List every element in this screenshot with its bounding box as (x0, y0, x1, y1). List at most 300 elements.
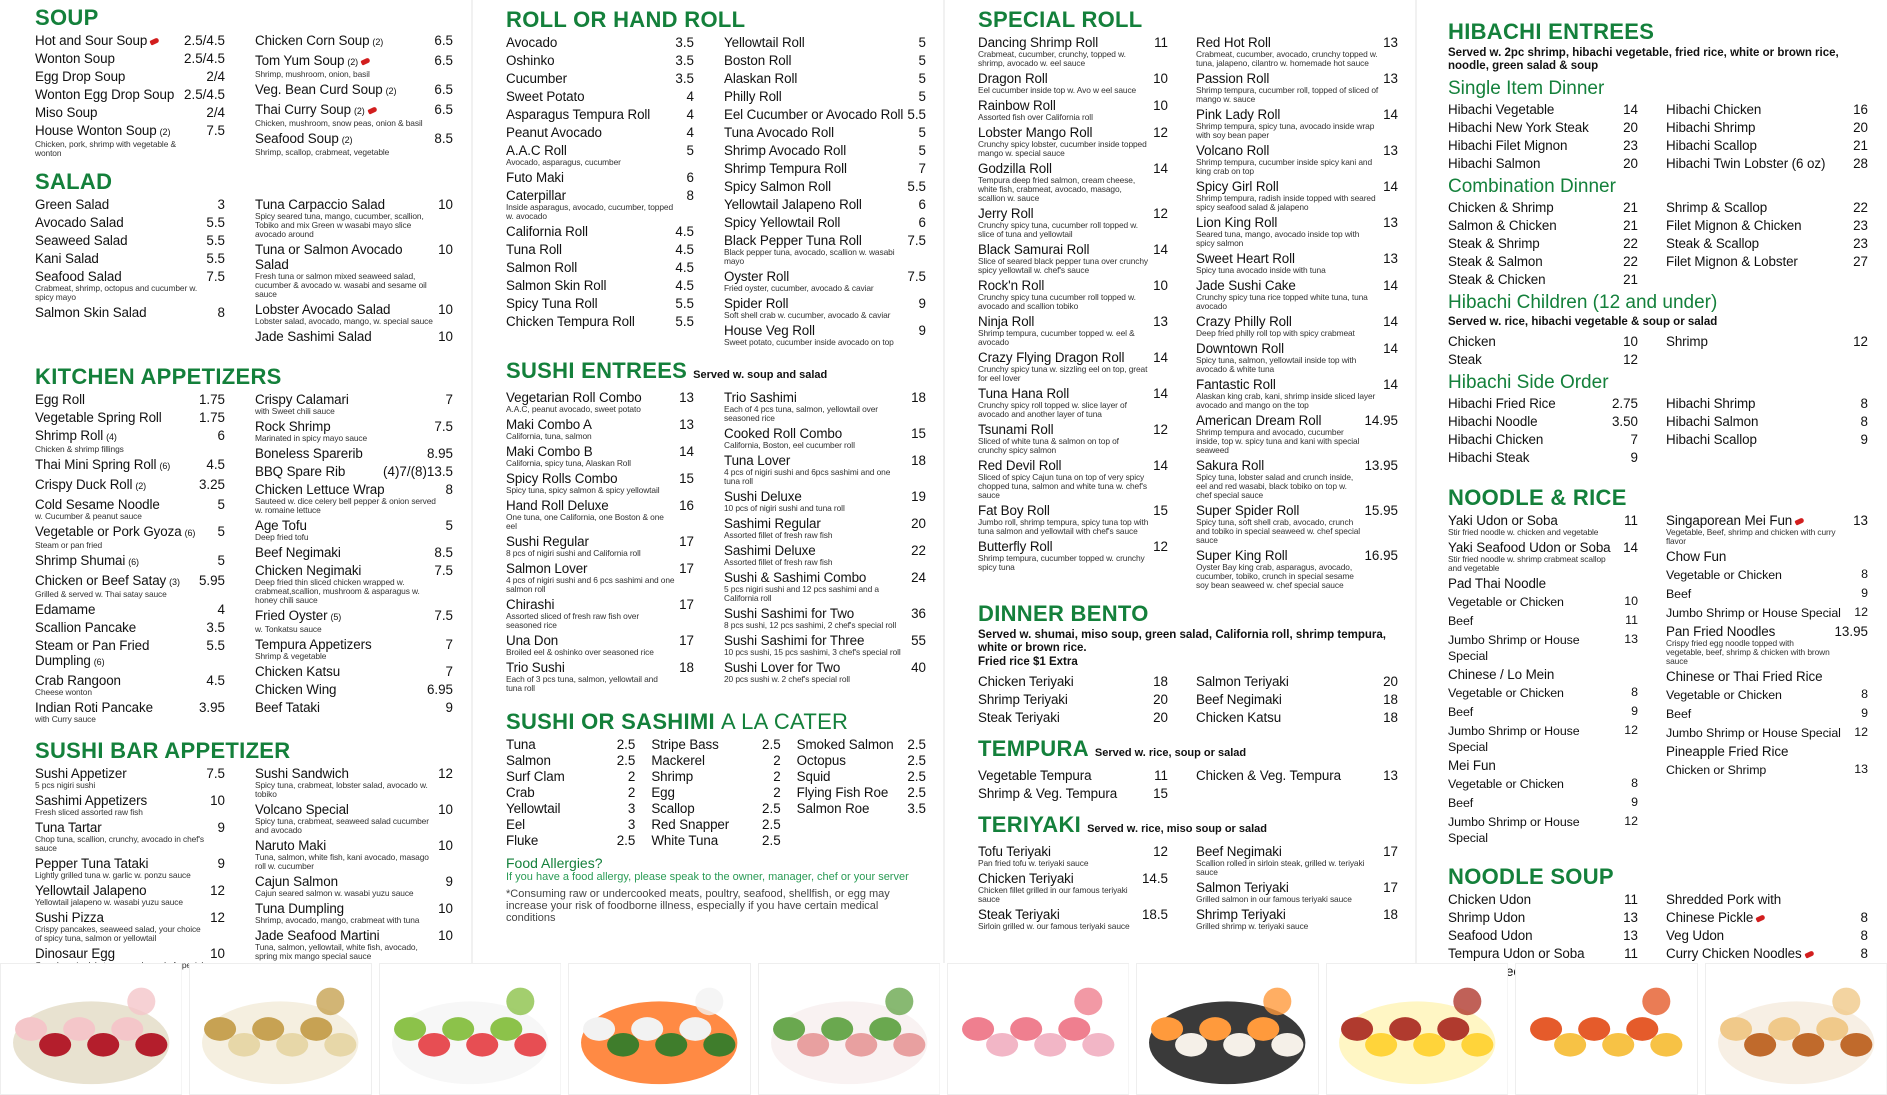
jumbo-shrimp-dish-photo (1515, 963, 1697, 1095)
menu-item (651, 833, 780, 848)
menu-item (1196, 143, 1398, 176)
menu-item-name (1196, 377, 1379, 410)
menu-item (1196, 341, 1398, 374)
hibachi-served-note: Served w. 2pc shrimp, hibachi vegetable, fried rice, white or brown rice, noodle, green salad & soup (1448, 47, 1839, 72)
section-title-text: HIBACHI ENTREES (1448, 19, 1655, 44)
menu-item (255, 563, 453, 605)
item-piece-count: (2) (372, 37, 384, 47)
item-name-text: Sushi Sashimi for Two (724, 606, 855, 621)
item-name-text: Super Spider Roll (1196, 503, 1300, 518)
menu-item (1666, 910, 1868, 925)
noodle-soup-heading (1448, 865, 1868, 889)
menu-item (255, 637, 453, 661)
menu-item-name (724, 89, 915, 104)
menu-item-price: 12 (210, 910, 225, 925)
menu-item (1196, 880, 1398, 904)
menu-item-price: 4.5 (675, 242, 694, 257)
item-name-text: Avocado Salad (35, 215, 124, 230)
menu-item-description: 4 pcs of nigiri sushi and 6pcs sashimi and one tuna roll (724, 467, 891, 486)
item-name-text: Vegetarian Roll Combo (506, 390, 642, 405)
menu-item-name (797, 785, 904, 800)
menu-item-description: Assorted fillet of fresh raw fish (724, 530, 833, 540)
item-name-text: Shrimp Teriyaki (978, 692, 1068, 707)
sushi-entrees-section (506, 359, 926, 696)
menu-item-price: 14 (1153, 458, 1168, 473)
item-name-text: Beef Negimaki (1196, 844, 1282, 859)
menu-item-price: 15 (1153, 503, 1168, 518)
section-title-text: SUSHI OR SASHIMI (506, 709, 715, 734)
menu-item-price: 12 (1624, 723, 1638, 737)
soup-heading (35, 6, 453, 30)
item-name-text: Thai Mini Spring Roll (35, 457, 157, 472)
menu-item-name (978, 350, 1149, 383)
item-piece-count: (6) (128, 557, 139, 567)
menu-item-name (35, 69, 202, 84)
item-name-text: Filet Mignon & Chicken (1666, 218, 1802, 233)
menu-item (1448, 723, 1638, 755)
item-name-text: Tuna Lover (724, 453, 791, 468)
two-column-list (1448, 513, 1868, 849)
menu-item-description: Crunchy spicy tuna w. sizzling eel on top, great for eel lover (978, 364, 1148, 383)
menu-item-name (255, 901, 434, 925)
menu-item (35, 392, 225, 407)
menu-item (506, 769, 635, 784)
section-title-thin: A LA CATER (720, 709, 849, 734)
item-name-text: Spicy Salmon Roll (724, 179, 831, 194)
item-name-text: Super King Roll (1196, 548, 1288, 563)
a-la-carte-section (506, 710, 926, 924)
menu-item-description: Tuna, salmon, white fish, kani avocado, masago roll w. cucumber (255, 852, 429, 871)
menu-item-description: Lobster salad, avocado, mango, w. special sauce (255, 316, 433, 326)
item-name-text: Steak & Scallop (1666, 236, 1760, 251)
item-name-text: Beef (1448, 614, 1474, 628)
menu-item-description: Broiled eel & oshinko over seasoned rice (506, 647, 654, 657)
menu-item-name (506, 296, 671, 311)
item-name-text: Hibachi Scallop (1666, 432, 1757, 447)
menu-item-price: 1.75 (198, 410, 225, 425)
item-name-text: Jumbo Shrimp or House Special (1448, 724, 1580, 754)
menu-item-name (506, 597, 675, 630)
sushi-roll-on-leaf-photo (568, 963, 750, 1095)
menu-item (651, 769, 780, 784)
menu-item-price: 23 (1623, 138, 1638, 153)
roll-section (506, 8, 926, 350)
menu-item (978, 786, 1168, 801)
menu-item (978, 71, 1168, 95)
item-name-text: Red Devil Roll (978, 458, 1062, 473)
tempura-section (978, 737, 1398, 804)
two-column-list (1448, 396, 1868, 468)
menu-item-name (724, 570, 907, 603)
menu-item-name (978, 786, 1149, 801)
two-column-list (1448, 200, 1868, 290)
menu-item (724, 570, 926, 603)
item-name-text: Jade Sashimi Salad (255, 329, 372, 344)
a-la-carte-column (651, 737, 780, 849)
menu-item (1448, 396, 1638, 411)
menu-item (1448, 156, 1638, 171)
menu-item (724, 107, 926, 122)
menu-item (724, 269, 926, 293)
item-name-text: Chicken Tempura Roll (506, 314, 635, 329)
menu-item-price: 14 (1383, 377, 1398, 392)
menu-item-name (1448, 576, 1634, 591)
menu-item (1196, 71, 1398, 104)
item-name-text: Jade Sushi Cake (1196, 278, 1296, 293)
menu-item-price: 13 (1853, 513, 1868, 528)
item-name-text: Tuna Hana Roll (978, 386, 1070, 401)
menu-item (724, 453, 926, 486)
menu-item (255, 446, 453, 461)
item-name-text: Chinese Pickle (1666, 910, 1754, 925)
section-title-text: SALAD (35, 169, 113, 194)
menu-item-price: 13 (1153, 314, 1168, 329)
item-name-text: Hibachi Salmon (1448, 156, 1541, 171)
menu-item-name (1196, 314, 1379, 338)
item-name-text: Vegetable or Chicken (1448, 777, 1564, 791)
menu-item (1196, 844, 1398, 877)
two-column-list (506, 35, 926, 350)
menu-item-price: 4 (217, 602, 225, 617)
item-piece-count: (6) (93, 657, 105, 667)
item-piece-count: (2) (385, 86, 397, 96)
item-name-text: Sushi Deluxe (724, 489, 802, 504)
menu-item-description: Spicy tuna, soft shell crab, avocado, crunch and tobiko in special seaweed w. chef special sauce (1196, 517, 1361, 545)
menu-item-description: Steam or pan fried (35, 540, 103, 550)
menu-item-name (724, 633, 907, 657)
menu-item-name (1448, 450, 1627, 465)
menu-item-price: 13 (1383, 215, 1398, 230)
menu-item-price: 5.5 (206, 215, 225, 230)
menu-item (506, 534, 694, 558)
menu-item (506, 125, 694, 140)
menu-item (506, 471, 694, 495)
menu-item-name (1666, 725, 1850, 741)
fold-line (471, 0, 473, 963)
menu-item-price: 14 (1383, 179, 1398, 194)
menu-item-price: 23 (1853, 218, 1868, 233)
menu-item (724, 390, 926, 423)
list-column-right (1666, 334, 1868, 370)
menu-item (35, 673, 225, 697)
item-name-text: Sashimi Appetizers (35, 793, 148, 808)
item-name-text: Seafood Udon (1448, 928, 1533, 943)
item-name-text: Sushi Pizza (35, 910, 104, 925)
item-name-text: Wonton Egg Drop Soup (35, 87, 175, 102)
menu-item-price: 2.5 (762, 817, 781, 832)
item-name-text: Chicken Lettuce Wrap (255, 482, 385, 497)
menu-item (506, 390, 694, 414)
menu-item-name (255, 608, 430, 634)
menu-item-name (35, 820, 214, 853)
a-la-carte-column (797, 737, 926, 849)
menu-item-name (1196, 107, 1379, 140)
item-name-text: Hibachi Chicken (1448, 432, 1544, 447)
item-name-text: Steam or Pan Fried Dumpling (35, 638, 150, 668)
menu-item-price: 10 (210, 946, 225, 961)
menu-item-price: 22 (1853, 200, 1868, 215)
hibachi-side-order-heading: Hibachi Side Order (1448, 372, 1609, 393)
item-name-text: Chicken Corn Soup (255, 33, 370, 48)
menu-item-name (255, 928, 434, 961)
menu-item (1196, 179, 1398, 212)
menu-item-price: 9 (918, 296, 926, 311)
menu-item-name (1448, 102, 1619, 117)
menu-item (1666, 236, 1868, 251)
item-name-text: Sushi & Sashimi Combo (724, 570, 867, 585)
menu-item-name (978, 539, 1149, 572)
item-name-text: Caterpillar (506, 188, 566, 203)
item-name-text: Steak Teriyaki (978, 907, 1060, 922)
menu-item (1448, 814, 1638, 846)
menu-item (35, 910, 225, 943)
menu-item-description: 10 pcs sushi, 15 pcs sashimi, 3 chef's special roll (724, 647, 901, 657)
item-name-text: Godzilla Roll (978, 161, 1052, 176)
roll-heading (506, 8, 926, 32)
menu-item-name (1448, 432, 1627, 447)
item-name-text: Tempura Appetizers (255, 637, 372, 652)
menu-item-description: 20 pcs sushi w. 2 chef's special roll (724, 674, 850, 684)
menu-item-name (506, 278, 671, 293)
menu-item-name (506, 737, 613, 752)
menu-item-name (255, 874, 442, 898)
menu-item (1666, 334, 1868, 349)
menu-item-price: 16 (679, 498, 694, 513)
menu-item-name (1196, 880, 1379, 904)
menu-item-name (724, 107, 903, 122)
hibachi-section (1448, 20, 1868, 468)
sushi-roll-yellow-plate-photo (1326, 963, 1508, 1095)
menu-item-price: 13 (1383, 71, 1398, 86)
menu-item (506, 314, 694, 329)
menu-item (506, 224, 694, 239)
list-column-left (1448, 200, 1638, 290)
menu-item-description: Shrimp tempura, spicy tuna, avocado inside wrap with soy bean paper (1196, 121, 1375, 140)
item-name-text: Shredded Pork with (1666, 892, 1782, 907)
item-name-text: Cajun Salmon (255, 874, 338, 889)
noodle-rice-heading (1448, 486, 1868, 510)
item-name-text: Vegetable or Chicken (1448, 595, 1564, 609)
list-column-right (255, 766, 453, 982)
menu-item-name (1196, 768, 1379, 783)
menu-item (255, 482, 453, 515)
menu-item-name (35, 883, 206, 907)
menu-item-price: 5.5 (675, 314, 694, 329)
menu-item-price: 3.95 (198, 700, 225, 715)
item-name-text: Yellowtail Roll (724, 35, 805, 50)
menu-item-price: 28 (1853, 156, 1868, 171)
menu-item-price: 8 (1861, 567, 1868, 581)
menu-item (797, 737, 926, 752)
menu-item-description: Marinated in spicy mayo sauce (255, 433, 368, 443)
mixed-sushi-plate-photo (1136, 963, 1318, 1095)
a-la-carte-column (506, 737, 635, 849)
menu-item-price: 10 (210, 793, 225, 808)
item-name-text: Chicken & Shrimp (1448, 200, 1554, 215)
food-photo-graphic (948, 964, 1128, 1094)
noodle-rice-section (1448, 486, 1868, 849)
menu-item-name (1666, 334, 1849, 349)
menu-item-price: 9 (445, 700, 453, 715)
section-title-text: TERIYAKI (978, 812, 1082, 837)
item-name-text: House Veg Roll (724, 323, 815, 338)
menu-item-name (978, 768, 1150, 783)
menu-item-name (724, 125, 915, 140)
list-column-right (255, 197, 453, 347)
hibachi-heading (1448, 20, 1868, 44)
menu-item (1448, 776, 1638, 792)
two-column-list (35, 766, 453, 982)
menu-item-name (506, 224, 671, 239)
menu-item-price: 8 (445, 482, 453, 497)
kitchen-appetizers-section (35, 365, 453, 727)
menu-item (255, 664, 453, 679)
dinner-bento-section (978, 602, 1398, 728)
menu-item (724, 197, 926, 212)
menu-item-price: 13 (679, 390, 694, 405)
menu-item-name (1448, 910, 1619, 925)
menu-item-price: 2.5 (616, 833, 636, 848)
menu-item-name (1196, 548, 1360, 590)
menu-item (724, 660, 926, 684)
menu-item-name (1196, 710, 1379, 725)
menu-item-price: 16 (1853, 102, 1868, 117)
menu-item (35, 87, 225, 102)
menu-item (35, 766, 225, 790)
item-name-text: Hand Roll Deluxe (506, 498, 609, 513)
menu-item-name (506, 471, 675, 495)
menu-item (1666, 567, 1868, 583)
a-la-carte-heading (506, 710, 926, 734)
item-name-text: Dinosaur Egg (35, 946, 115, 961)
menu-item-price: 10 (1153, 71, 1168, 86)
item-name-text: Sweet Heart Roll (1196, 251, 1295, 266)
item-name-text: Tuna Tartar (35, 820, 102, 835)
menu-item-price: 14 (1623, 102, 1638, 117)
item-name-text: Asparagus Tempura Roll (506, 107, 651, 122)
menu-item (255, 33, 453, 50)
menu-item (506, 785, 635, 800)
item-name-text: American Dream Roll (1196, 413, 1322, 428)
list-column-left (1448, 513, 1638, 849)
menu-item (255, 838, 453, 871)
menu-item-price: 2 (627, 785, 636, 800)
list-column-right (1666, 513, 1868, 849)
menu-item-name (1448, 632, 1620, 664)
menu-item (1448, 795, 1638, 811)
menu-item-description: Lightly grilled tuna w. garlic w. ponzu sauce (35, 870, 191, 880)
item-name-text: Shrimp & Veg. Tempura (978, 786, 1118, 801)
menu-item (978, 314, 1168, 347)
item-name-text: Beef Negimaki (255, 545, 341, 560)
menu-item-price: 6 (918, 215, 926, 230)
menu-item-name (1666, 744, 1864, 759)
menu-item-price: 7.5 (434, 419, 453, 434)
menu-item-name (1448, 723, 1620, 755)
menu-item-price: 18 (911, 453, 926, 468)
item-name-text: Sashimi Deluxe (724, 543, 816, 558)
menu-item-price: 8 (1861, 687, 1868, 701)
menu-item-name (35, 105, 202, 120)
menu-item (255, 392, 453, 416)
item-name-text: Chicken Negimaki (255, 563, 362, 578)
menu-item-description: Grilled salmon in our famous teriyaki sauce (1196, 894, 1352, 904)
menu-item-name (35, 497, 214, 521)
menu-item-price: 5 (918, 89, 926, 104)
fold-line (943, 0, 945, 963)
item-piece-count: (6) (159, 461, 171, 471)
item-name-text: Hibachi Chicken (1666, 102, 1762, 117)
menu-item-price: 2 (773, 753, 781, 768)
sushi-bar-appetizer-section (35, 739, 453, 982)
menu-item-name (255, 419, 430, 443)
menu-item-price: 10 (438, 838, 453, 853)
menu-item-name (255, 766, 434, 799)
menu-item-name (978, 674, 1149, 689)
menu-item-price: 13.95 (1834, 624, 1868, 639)
menu-item-price: 9 (1631, 704, 1638, 718)
menu-item-price: 18 (1383, 692, 1398, 707)
item-name-text: Tuna Carpaccio Salad (255, 197, 385, 212)
menu-item-price: 5.95 (198, 573, 225, 588)
item-name-text: Boston Roll (724, 53, 792, 68)
menu-item-description: Assorted fish over California roll (978, 112, 1093, 122)
menu-item-price: 14 (1383, 278, 1398, 293)
menu-item-price: 3.5 (206, 620, 225, 635)
menu-item-description: Sirloin grilled w. our famous teriyaki sauce (978, 921, 1130, 931)
menu-item-description: Spicy tuna, crabmeat, seaweed salad cucumber and avocado (255, 816, 429, 835)
food-photo-graphic (1706, 964, 1886, 1094)
menu-item-description: Pan fried tofu w. teriyaki sauce (978, 858, 1089, 868)
menu-item-price: 3.50 (1611, 414, 1638, 429)
menu-item-description: Shrimp, avocado, mango, crabmeat with tuna (255, 915, 420, 925)
item-name-text: Alaskan Roll (724, 71, 798, 86)
menu-item-price: 2.5/4.5 (184, 87, 225, 102)
menu-item (35, 105, 225, 120)
menu-item-description: 4 pcs of nigiri sushi and 6 pcs sashimi and one salmon roll (506, 575, 675, 594)
menu-item (506, 633, 694, 657)
menu-item-price: 17 (1383, 844, 1398, 859)
item-name-text: Downtown Roll (1196, 341, 1285, 356)
menu-item-name (1666, 254, 1849, 269)
menu-item-price: 14 (1383, 107, 1398, 122)
teriyaki-section (978, 813, 1398, 934)
item-name-text: Chicken Teriyaki (978, 674, 1074, 689)
menu-item (506, 817, 635, 832)
menu-item (724, 323, 926, 347)
menu-item (724, 143, 926, 158)
menu-item-price: 18 (1153, 674, 1168, 689)
menu-item-name (506, 71, 671, 86)
item-name-text: Shrimp (651, 769, 694, 784)
menu-item (1448, 928, 1638, 943)
list-column-left (978, 768, 1168, 804)
item-name-text: Green Salad (35, 197, 110, 212)
menu-item-description: Seared tuna, mango, avocado inside top with spicy salmon (1196, 229, 1360, 248)
menu-item (1666, 549, 1868, 564)
menu-item-description: Chicken & shrimp fillings (35, 444, 124, 454)
menu-item (35, 215, 225, 230)
menu-item-price: 7 (1630, 432, 1638, 447)
menu-item-name (1448, 594, 1620, 610)
menu-item-description: Cheese wonton (35, 687, 92, 697)
item-name-text: Rainbow Roll (978, 98, 1056, 113)
item-name-text: Egg (651, 785, 675, 800)
item-name-text: Scallop (651, 801, 695, 816)
menu-item-description: Spicy tuna, lobster salad and crunch inside, eel and red wasabi, black tobiko on top w. chef special sauce (1196, 472, 1354, 500)
menu-item-price: 6.95 (426, 682, 453, 697)
menu-item-name (35, 197, 214, 212)
